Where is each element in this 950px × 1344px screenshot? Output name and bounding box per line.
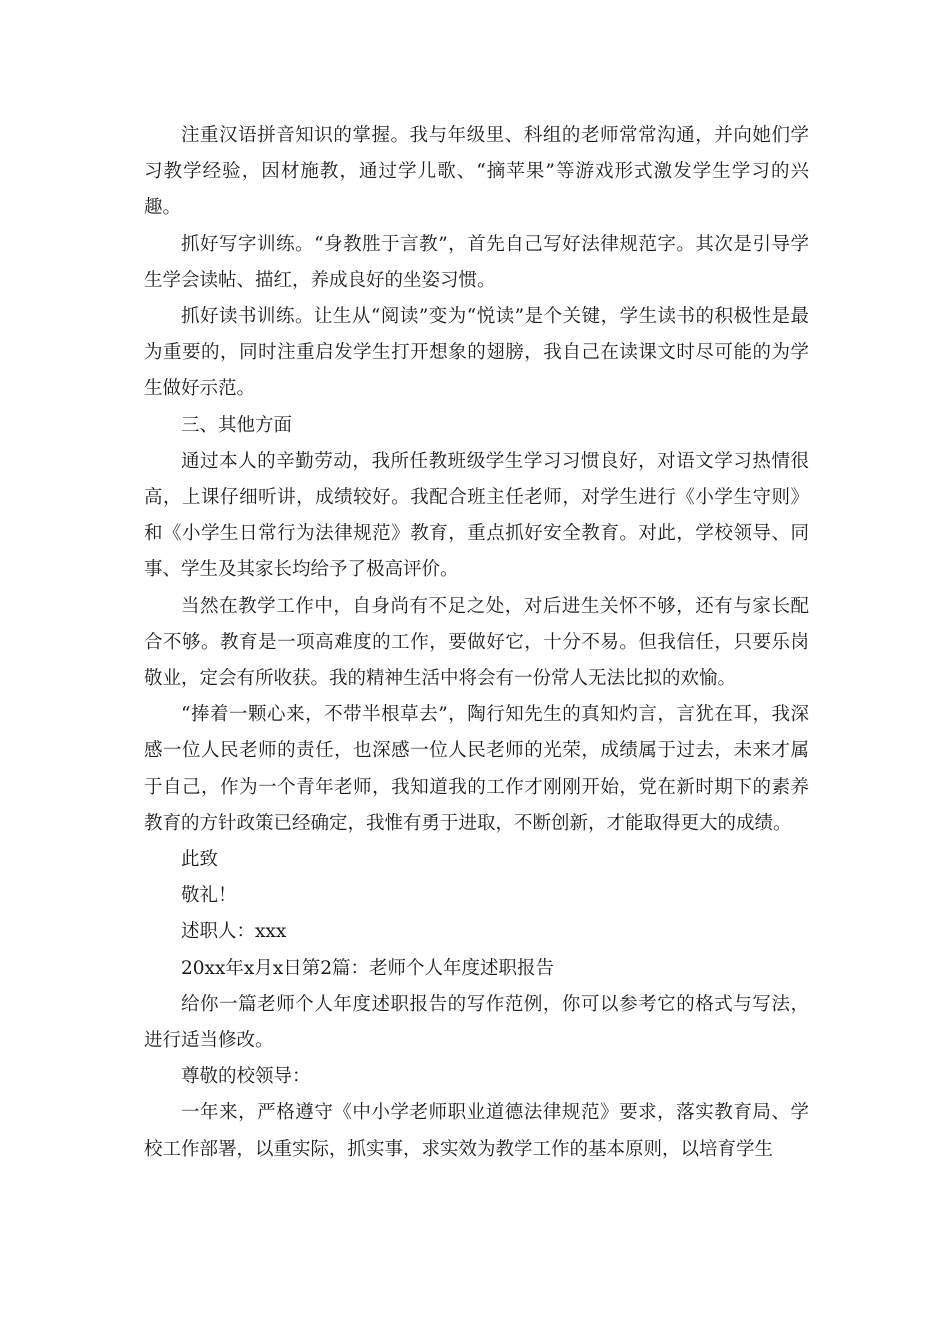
paragraph-writing: 抓好写字训练。“身教胜于言教”，首先自己写好法律规范字。其次是引导学生学会读帖、描红，养成良好的坐姿习惯。 bbox=[144, 233, 809, 291]
paragraph-reading: 抓好读书训练。让生从“阅读”变为“悦读”是个关键，学生读书的积极性是最为重要的，同时注重启发学生打开想象的翅膀，我自己在读课文时尽可能的为学生做好示范。 bbox=[144, 306, 809, 400]
closing-jingli: 敬礼！ bbox=[181, 885, 237, 907]
paragraph-intro: 给你一篇老师个人年度述职报告的写作范例，你可以参考它的格式与写法，进行适当修改。 bbox=[144, 993, 809, 1052]
paragraph-pinyin: 注重汉语拼音知识的掌握。我与年级里、科组的老师常常沟通，并向她们学习教学经验，因材施教，通过学儿歌、“摘苹果”等游戏形式激发学生学习的兴趣。 bbox=[144, 125, 809, 219]
paragraph-efforts: 通过本人的辛勤劳动，我所任教班级学生学习习惯良好，对语文学习热情很高，上课仔细听讲，成绩较好。我配合班主任老师，对学生进行《小学生守则》和《小学生日常行为法律规范》教育，重点抓好安全教育。对此，学校领导、同事、学生及其家长均给予了极高评价。 bbox=[144, 450, 809, 581]
closing-cizhi: 此致 bbox=[181, 849, 219, 871]
section-heading-other: 三、其他方面 bbox=[181, 414, 293, 436]
signature-line: 述职人：xxx bbox=[181, 921, 287, 943]
paragraph-shortcomings: 当然在教学工作中，自身尚有不足之处，对后进生关怀不够，还有与家长配合不够。教育是一项高难度的工作，要做好它，十分不易。但我信任，只要乐岗敬业，定会有所收获。我的精神生活中将会有一份常人无法比拟的欢愉。 bbox=[144, 595, 809, 690]
document-body bbox=[144, 118, 809, 1168]
date-and-next-title: 20xx年x月x日第2篇：老师个人年度述职报告 bbox=[181, 957, 555, 979]
paragraph-quote: “捧着一颗心来，不带半根草去”，陶行知先生的真知灼言，言犹在耳，我深感一位人民老师的责任，也深感一位人民老师的光荣，成绩属于过去，未来才属于自己，作为一个青年老师，我知道我的工作才刚刚开始，党在新时期下的素养教育的方针政策已经确定，我惟有勇于进取，不断创新，才能取得更大的成绩。 bbox=[144, 704, 809, 834]
salutation: 尊敬的校领导： bbox=[181, 1066, 311, 1088]
paragraph-year-summary: 一年来，严格遵守《中小学老师职业道德法律规范》要求，落实教育局、学校工作部署，以重实际，抓实事，求实效为教学工作的基本原则，以培育学生 bbox=[144, 1102, 809, 1160]
